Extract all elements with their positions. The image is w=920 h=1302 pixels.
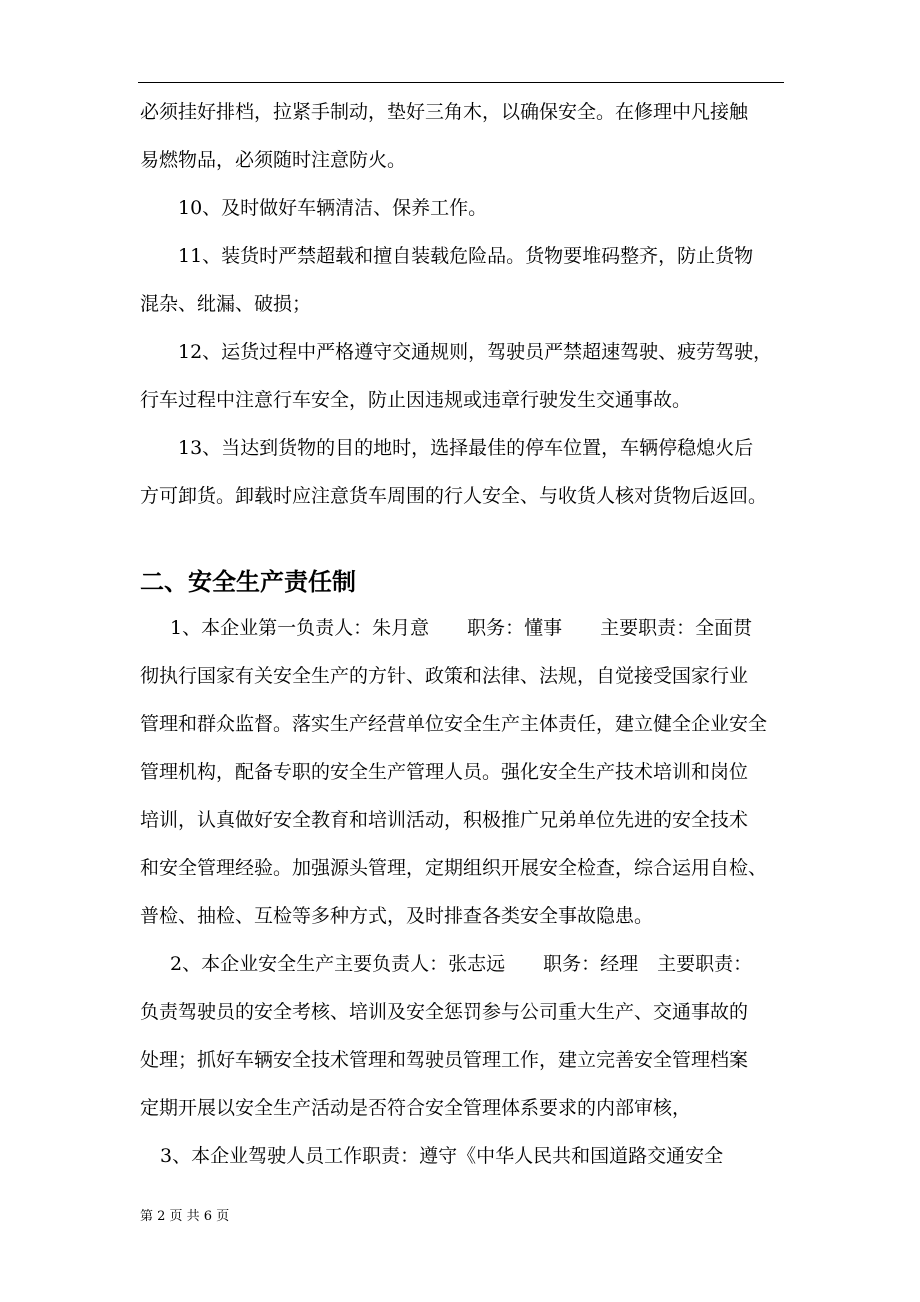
text-line: 定期开展以安全生产活动是否符合安全管理体系要求的内部审核， bbox=[140, 1097, 692, 1119]
text-line: 13、当达到货物的目的地时，选择最佳的停车位置，车辆停稳熄火后 bbox=[178, 437, 754, 459]
text-line: 普检、抽检、互检等多种方式，及时排查各类安全事故隐患。 bbox=[140, 905, 654, 927]
text-line: 和安全管理经验。加强源头管理，定期组织开展安全检查，综合运用自检、 bbox=[140, 857, 768, 879]
text-line: 易燃物品，必须随时注意防火。 bbox=[140, 149, 407, 171]
header-rule bbox=[138, 82, 784, 83]
document-body bbox=[140, 88, 782, 1180]
paragraph-12 bbox=[140, 328, 782, 424]
text-line: 11、装货时严禁超载和擅自装载危险品。货物要堆码整齐，防止货物 bbox=[178, 245, 754, 267]
responsibility-paragraph-3 bbox=[140, 1132, 782, 1180]
text-line: 2、本企业安全生产主要负责人：张志远 职务：经理 主要职责： bbox=[170, 953, 753, 975]
paragraph-10 bbox=[140, 184, 782, 232]
text-line: 混杂、纰漏、破损； bbox=[140, 293, 312, 315]
responsibility-paragraph-2 bbox=[140, 940, 782, 1132]
text-line: 处理；抓好车辆安全技术管理和驾驶员管理工作，建立完善安全管理档案 bbox=[140, 1049, 749, 1071]
text-line: 12、运货过程中严格遵守交通规则，驾驶员严禁超速驾驶、疲劳驾驶， bbox=[178, 341, 773, 363]
text-line: 负责驾驶员的安全考核、培训及安全惩罚参与公司重大生产、交通事故的 bbox=[140, 1001, 749, 1023]
text-line: 方可卸货。卸载时应注意货车周围的行人安全、与收货人核对货物后返回。 bbox=[140, 485, 768, 507]
text-line: 行车过程中注意行车安全，防止因违规或违章行驶发生交通事故。 bbox=[140, 389, 692, 411]
text-line: 管理和群众监督。落实生产经营单位安全生产主体责任，建立健全企业安全 bbox=[140, 713, 768, 735]
paragraph-9-continued bbox=[140, 88, 782, 184]
text-line: 管理机构，配备专职的安全生产管理人员。强化安全生产技术培训和岗位 bbox=[140, 761, 749, 783]
responsibility-paragraph-1 bbox=[140, 604, 782, 940]
text-line: 必须挂好排档，拉紧手制动，垫好三角木，以确保安全。在修理中凡接触 bbox=[140, 101, 749, 123]
paragraph-13 bbox=[140, 424, 782, 520]
text-line: 彻执行国家有关安全生产的方针、政策和法律、法规，自觉接受国家行业 bbox=[140, 665, 749, 687]
text-line: 3、本企业驾驶人员工作职责：遵守《中华人民共和国道路交通安全 bbox=[160, 1145, 724, 1167]
section-heading: 二、安全生产责任制 bbox=[140, 568, 356, 596]
paragraph-11 bbox=[140, 232, 782, 328]
page-footer: 第 2 页 共 6 页 bbox=[140, 1209, 230, 1224]
text-line: 1、本企业第一负责人：朱月意 职务：懂事 主要职责：全面贯 bbox=[170, 617, 753, 639]
text-line: 10、及时做好车辆清洁、保养工作。 bbox=[178, 197, 488, 219]
text-line: 培训，认真做好安全教育和培训活动，积极推广兄弟单位先进的安全技术 bbox=[140, 809, 749, 831]
